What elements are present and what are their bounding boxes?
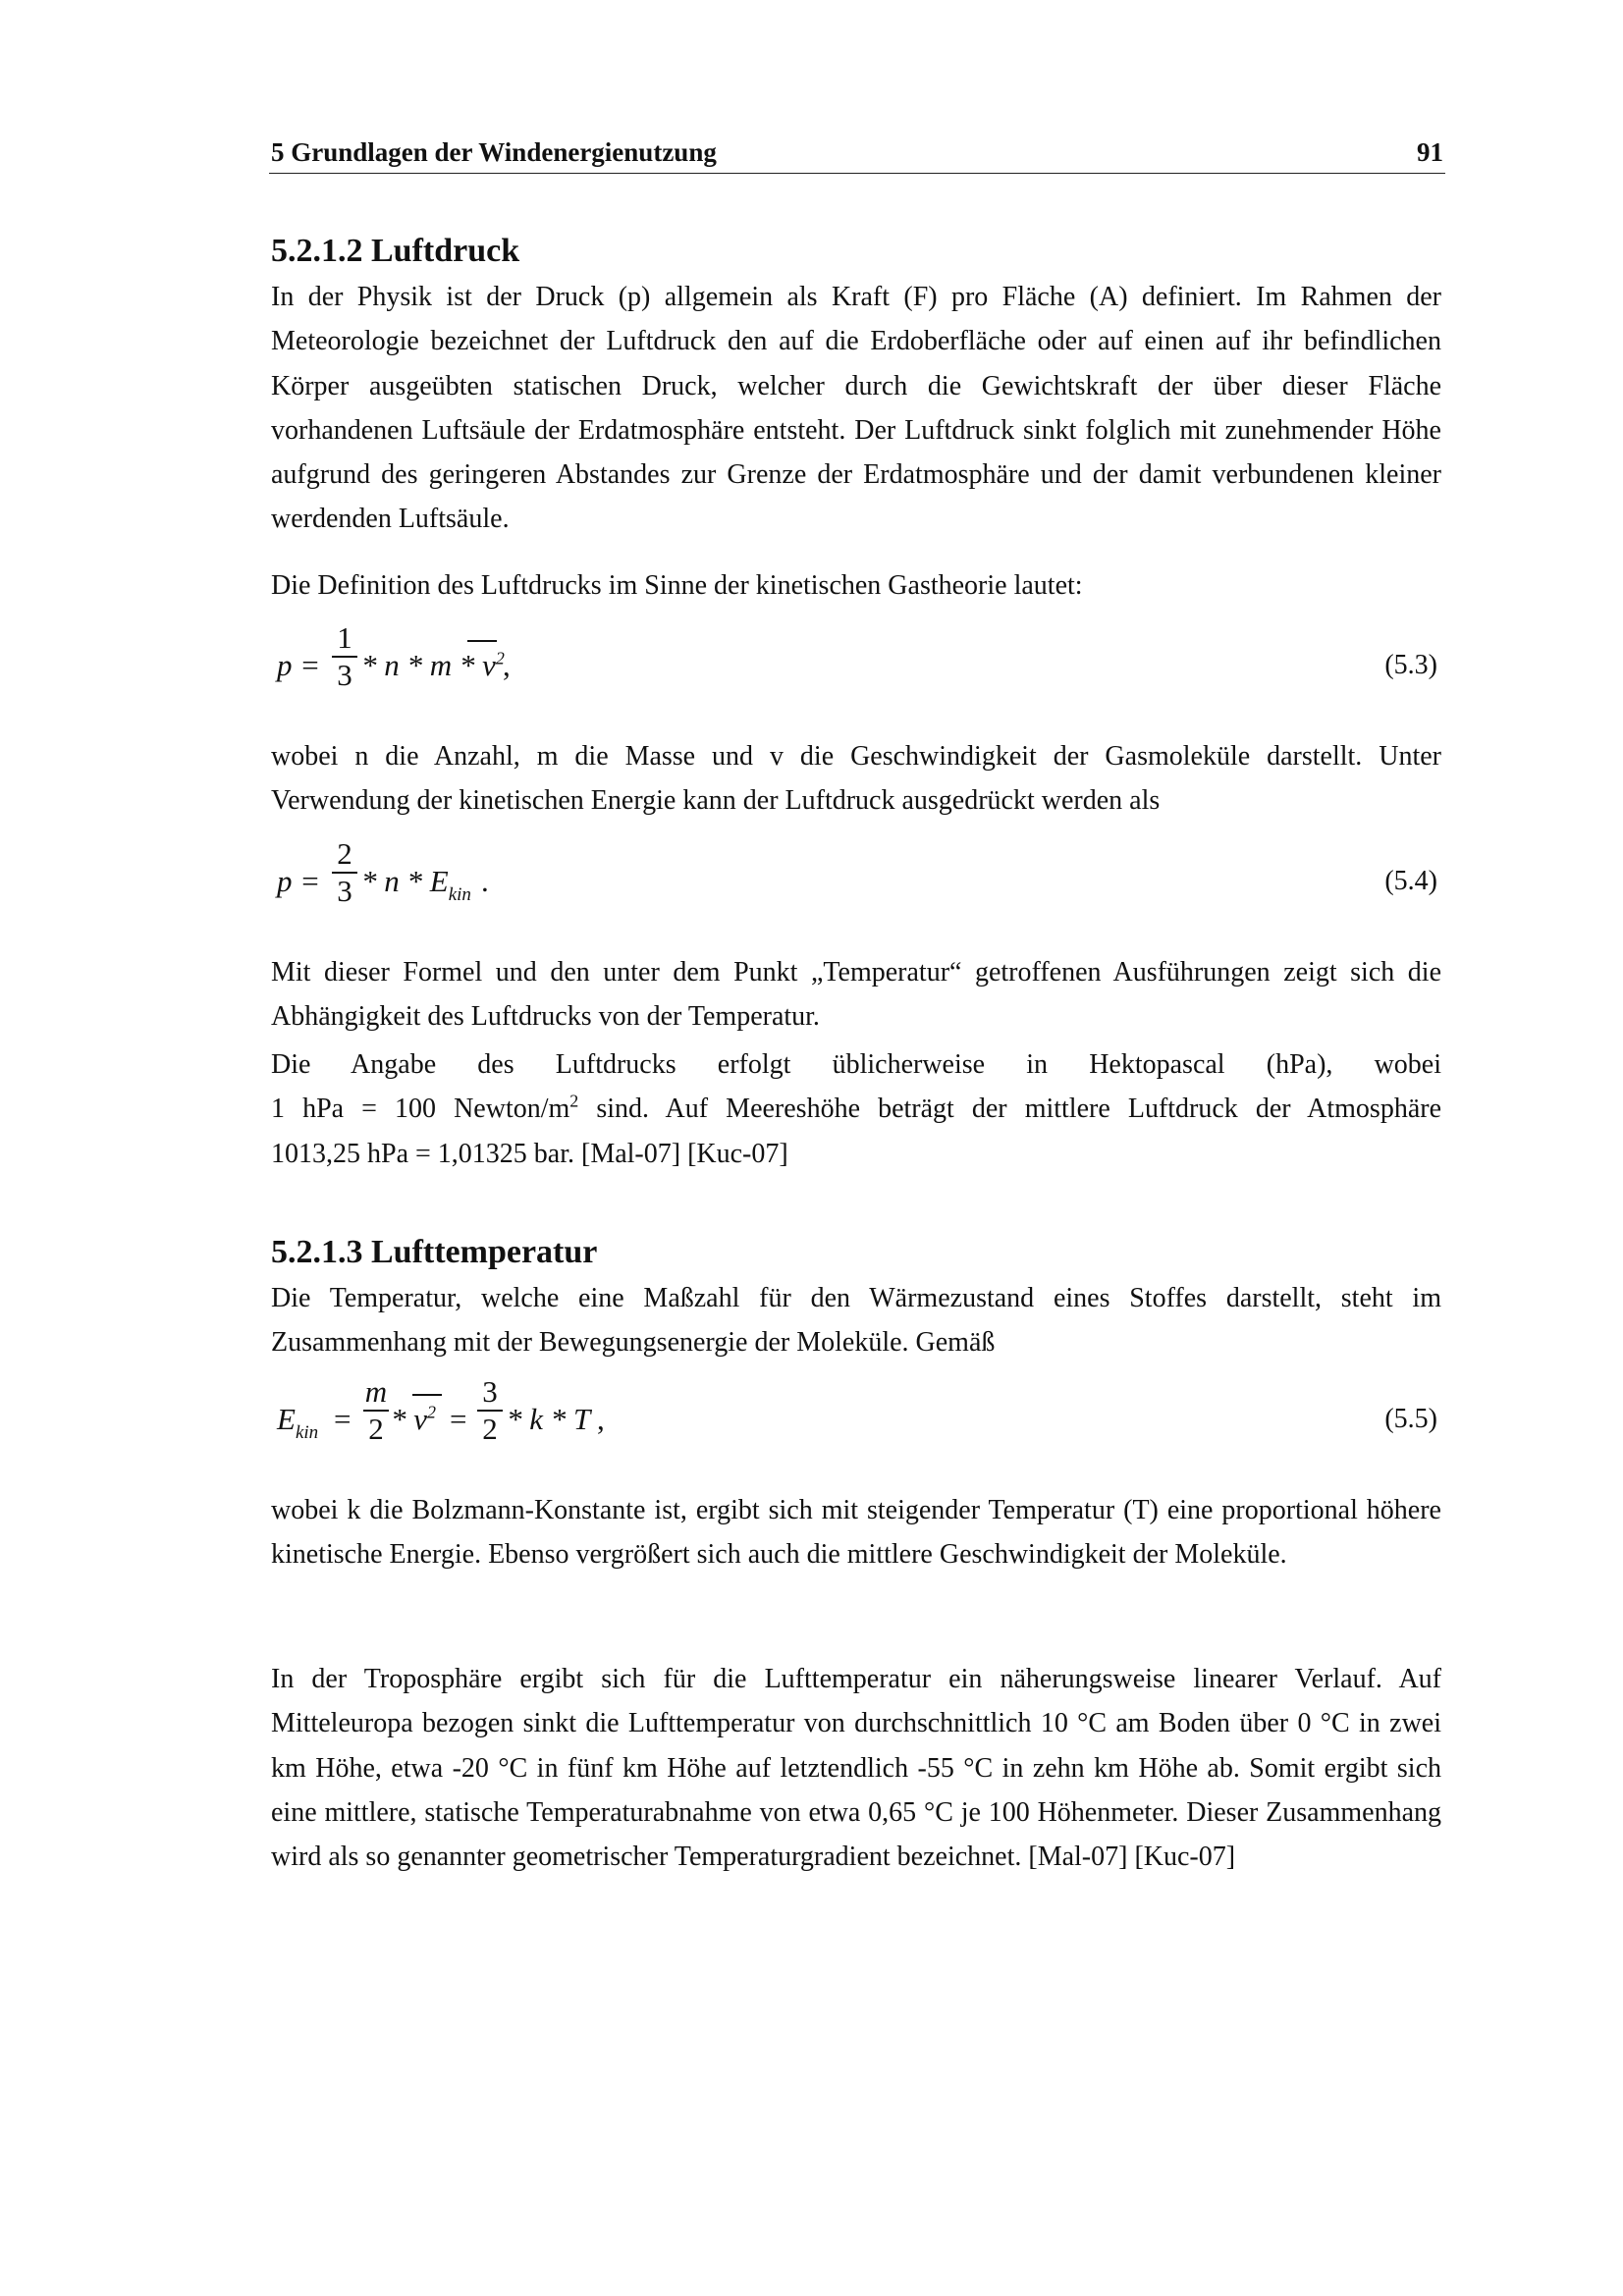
eq53-rhs — [361, 648, 505, 683]
eq53-trail: , — [503, 648, 511, 682]
eq53-rhs-text: * n * m * v — [361, 648, 496, 682]
equation-number-5-4: (5.4) — [1384, 866, 1437, 896]
equation-5-3 — [275, 620, 1445, 709]
mean-overline — [412, 1394, 442, 1396]
paragraph-gas-variables: wobei n die Anzahl, m die Masse und v die Geschwindigkeit der Gasmoleküle darstellt. Unter Verwendung der kinetischen Energie kann der Luftdruck ausgedrückt werden als — [271, 741, 1441, 817]
eq53-frac-denominator: 3 — [337, 657, 352, 692]
eq54-rhs-text: * n * E — [361, 864, 449, 898]
eq55-trail: , — [597, 1402, 605, 1436]
eq55-mid-text: * v — [391, 1402, 428, 1436]
section-heading-luftdruck: 5.2.1.2 Luftdruck — [271, 233, 520, 269]
eq54-lhs: p = — [277, 864, 321, 898]
eq55-equals-1: = — [334, 1402, 352, 1436]
eq54-frac-numerator: 2 — [337, 836, 352, 871]
eq55-frac2-denominator: 2 — [482, 1411, 498, 1446]
equation-number-5-3: (5.3) — [1384, 650, 1437, 680]
paragraph-gastheorie-intro: Die Definition des Luftdrucks im Sinne der kinetischen Gastheorie lautet: — [271, 570, 1083, 601]
eq55-fraction-2 — [477, 1376, 503, 1444]
eq53-superscript: 2 — [495, 648, 505, 668]
eq54-trail: . — [481, 864, 489, 898]
hpa-line-2 — [271, 1087, 1441, 1131]
running-header — [271, 135, 1445, 169]
eq55-frac1-denominator: 2 — [368, 1411, 384, 1446]
mean-overline — [467, 640, 497, 642]
eq55-lhs-symbol: E — [277, 1402, 296, 1436]
equation-number-5-5: (5.5) — [1384, 1404, 1437, 1434]
header-rule — [269, 173, 1445, 174]
eq55-lhs — [277, 1402, 319, 1443]
eq55-rhs: * k * T — [507, 1402, 591, 1436]
eq55-fraction-1 — [363, 1376, 389, 1444]
paragraph-hektopascal — [271, 1042, 1441, 1176]
hpa-line-1: Die Angabe des Luftdrucks erfolgt üblicherweise in Hektopascal (hPa), wobei — [271, 1049, 1441, 1080]
eq55-frac1-numerator: m — [364, 1374, 388, 1409]
eq54-rhs — [361, 864, 471, 905]
paragraph-troposphere: In der Troposphäre ergibt sich für die Lufttemperatur ein näherungsweise linearer Verlauf. Auf Mitteleuropa bezogen sinkt die Lufttemperatur von durchschnittlich 10 °C am Boden über 0 °C in zwei km Höhe, etwa -20 °C in fünf km Höhe auf letztendlich -55 °C in zehn km Höhe ab. Somit ergibt sich eine mittlere, statische Temperaturabnahme von etwa 0,65 °C je 100 Höhenmeter. Dieser Zusammenhang wird als so genannter geometrischer Temperaturgradient bezeichnet. [Mal-07] [Kuc-07] — [271, 1664, 1441, 1873]
section-heading-lufttemperatur: 5.2.1.3 Lufttemperatur — [271, 1234, 598, 1270]
eq53-frac-numerator: 1 — [337, 620, 352, 655]
paragraph-temperature-dependence: Mit dieser Formel und den unter dem Punkt „Temperatur“ getroffenen Ausführungen zeigt sich die Abhängigkeit des Luftdrucks von der Temperatur. — [271, 957, 1441, 1033]
page-number: 91 — [1417, 137, 1443, 167]
chapter-title: 5 Grundlagen der Windenergienutzung — [271, 137, 717, 167]
equation-5-5 — [275, 1372, 1445, 1461]
hpa-line-2-post: sind. Auf Meereshöhe beträgt der mittlere Luftdruck der Atmosphäre — [578, 1094, 1442, 1125]
eq55-lhs-subscript: kin — [295, 1422, 319, 1443]
eq55-superscript: 2 — [427, 1402, 437, 1422]
hpa-superscript: 2 — [569, 1091, 579, 1111]
equation-5-4 — [275, 836, 1445, 925]
eq55-mid — [391, 1402, 436, 1437]
paragraph-bolzmann: wobei k die Bolzmann-Konstante ist, ergibt sich mit steigender Temperatur (T) eine proportional höhere kinetische Energie. Ebenso vergrößert sich auch die mittlere Geschwindigkeit der Moleküle. — [271, 1495, 1441, 1571]
eq53-fraction — [332, 622, 357, 690]
eq55-equals-2: = — [450, 1402, 467, 1436]
eq54-subscript: kin — [448, 884, 471, 905]
paragraph-luftdruck-definition: In der Physik ist der Druck (p) allgemein als Kraft (F) pro Fläche (A) definiert. Im Rahmen der Meteorologie bezeichnet der Luftdruck den auf die Erdoberfläche oder auf einen auf ihr befindlichen Körper ausgeübten statischen Druck, welcher durch die Gewichtskraft der über dieser Fläche vorhandenen Luftsäule der Erdatmosphäre entsteht. Der Luftdruck sinkt folglich mit zunehmender Höhe aufgrund des geringeren Abstandes zur Grenze der Erdatmosphäre und der damit verbundenen kleiner werdenden Luftsäule. — [271, 282, 1441, 535]
paragraph-temperature-definition: Die Temperatur, welche eine Maßzahl für den Wärmezustand eines Stoffes darstellt, steht im Zusammenhang mit der Bewegungsenergie der Moleküle. Gemäß — [271, 1283, 1441, 1359]
eq54-fraction — [332, 838, 357, 906]
eq53-lhs: p = — [277, 648, 321, 682]
hpa-line-2-pre: 1 hPa = 100 Newton/m — [271, 1094, 570, 1125]
eq55-frac2-numerator: 3 — [482, 1374, 498, 1409]
hpa-line-3: 1013,25 hPa = 1,01325 bar. [Mal-07] [Kuc-07] — [271, 1138, 788, 1169]
eq54-frac-denominator: 3 — [337, 873, 352, 908]
